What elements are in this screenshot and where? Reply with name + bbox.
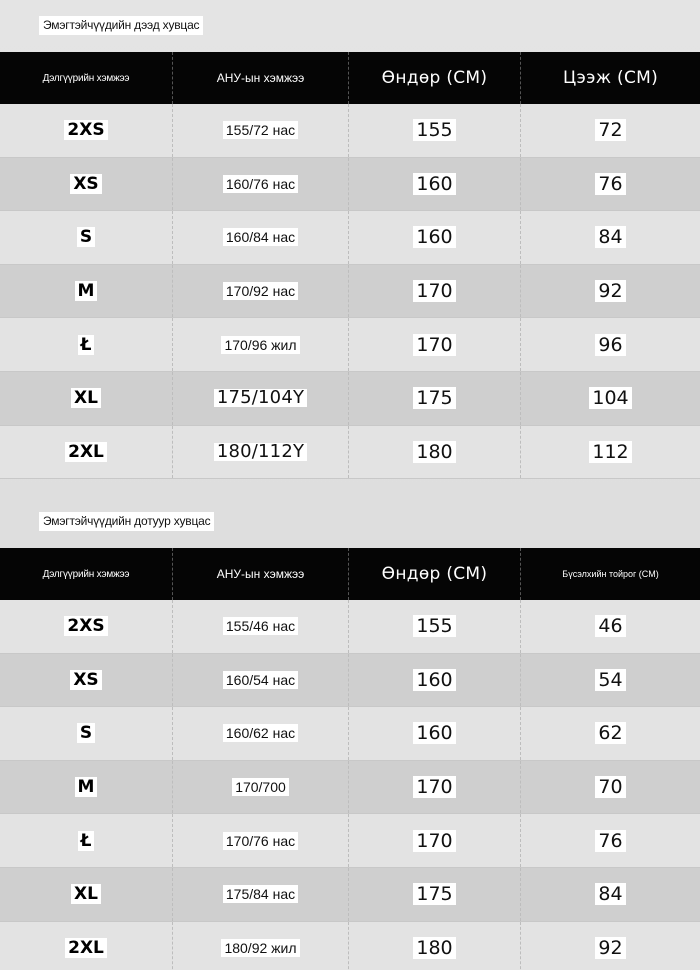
- table-row: [0, 654, 700, 708]
- us-size-value: 160/84 нас: [223, 228, 298, 246]
- measure-cell: [520, 814, 700, 867]
- us-size-value: 170/96 жил: [221, 336, 299, 354]
- measure-cell: [520, 654, 700, 707]
- measure-cell: [520, 600, 700, 653]
- table-row: [0, 318, 700, 372]
- us-size-value: 160/62 нас: [223, 724, 298, 742]
- us-size-cell: [172, 761, 348, 814]
- store-size-value: XL: [71, 388, 101, 408]
- measure-value: 92: [595, 937, 625, 959]
- height-cell: [348, 211, 520, 264]
- store-size-value: XS: [70, 174, 101, 194]
- table-row: [0, 868, 700, 922]
- store-size-cell: [0, 707, 172, 760]
- tops-header-row: [0, 52, 700, 104]
- measure-value: 70: [595, 776, 625, 798]
- header-us-size: АНУ-ын хэмжээ: [172, 548, 348, 600]
- underwear-table-body: [0, 600, 700, 970]
- height-value: 160: [413, 173, 455, 195]
- height-cell: [348, 814, 520, 867]
- measure-cell: [520, 158, 700, 211]
- us-size-cell: [172, 814, 348, 867]
- store-size-value: Ł: [78, 335, 95, 355]
- table-row: [0, 104, 700, 158]
- store-size-cell: [0, 868, 172, 921]
- tops-caption: Эмэгтэйчүүдийн дээд хувцас: [39, 16, 203, 35]
- store-size-value: S: [77, 227, 95, 247]
- us-size-value: 170/76 нас: [223, 832, 298, 850]
- measure-value: 96: [595, 334, 625, 356]
- measure-cell: [520, 265, 700, 318]
- store-size-cell: [0, 211, 172, 264]
- store-size-value: 2XL: [65, 938, 107, 958]
- store-size-cell: [0, 761, 172, 814]
- store-size-cell: [0, 426, 172, 479]
- store-size-value: 2XS: [64, 616, 107, 636]
- tops-size-section: [0, 0, 700, 479]
- us-size-cell: [172, 654, 348, 707]
- us-size-value: 160/76 нас: [223, 175, 298, 193]
- us-size-value: 155/46 нас: [223, 617, 298, 635]
- height-cell: [348, 654, 520, 707]
- us-size-cell: [172, 600, 348, 653]
- store-size-value: M: [75, 281, 98, 301]
- measure-value: 92: [595, 280, 625, 302]
- measure-cell: [520, 372, 700, 425]
- tops-caption-band: [0, 0, 700, 52]
- measure-value: 84: [595, 883, 625, 905]
- us-size-cell: [172, 868, 348, 921]
- us-size-cell: [172, 158, 348, 211]
- height-value: 160: [413, 226, 455, 248]
- underwear-caption-band: [0, 496, 700, 548]
- store-size-cell: [0, 814, 172, 867]
- store-size-cell: [0, 104, 172, 157]
- height-cell: [348, 426, 520, 479]
- underwear-size-section: [0, 496, 700, 970]
- height-value: 160: [413, 722, 455, 744]
- measure-value: 76: [595, 173, 625, 195]
- measure-value: 112: [589, 441, 631, 463]
- height-value: 155: [413, 119, 455, 141]
- height-cell: [348, 372, 520, 425]
- us-size-value: 180/92 жил: [221, 939, 299, 957]
- header-height: Өндөр (СМ): [348, 548, 520, 600]
- header-height: Өндөр (СМ): [348, 52, 520, 104]
- store-size-value: 2XS: [64, 120, 107, 140]
- table-row: [0, 426, 700, 480]
- measure-cell: [520, 707, 700, 760]
- store-size-cell: [0, 600, 172, 653]
- us-size-cell: [172, 211, 348, 264]
- height-value: 180: [413, 937, 455, 959]
- height-value: 170: [413, 776, 455, 798]
- us-size-cell: [172, 318, 348, 371]
- header-chest: Цээж (СМ): [520, 52, 700, 104]
- height-cell: [348, 922, 520, 970]
- table-row: [0, 372, 700, 426]
- tops-table-body: [0, 104, 700, 479]
- height-value: 170: [413, 830, 455, 852]
- store-size-cell: [0, 922, 172, 970]
- height-value: 170: [413, 280, 455, 302]
- height-cell: [348, 158, 520, 211]
- measure-cell: [520, 868, 700, 921]
- us-size-value: 155/72 нас: [223, 121, 298, 139]
- measure-value: 62: [595, 722, 625, 744]
- height-cell: [348, 761, 520, 814]
- height-cell: [348, 318, 520, 371]
- us-size-value: 170/700: [232, 778, 289, 796]
- store-size-value: 2XL: [65, 442, 107, 462]
- height-cell: [348, 265, 520, 318]
- measure-cell: [520, 761, 700, 814]
- us-size-cell: [172, 922, 348, 970]
- table-row: [0, 707, 700, 761]
- us-size-cell: [172, 265, 348, 318]
- us-size-cell: [172, 104, 348, 157]
- us-size-cell: [172, 372, 348, 425]
- table-row: [0, 600, 700, 654]
- header-waist: Бүсэлхийн тойрог (СМ): [520, 548, 700, 600]
- height-cell: [348, 104, 520, 157]
- measure-value: 76: [595, 830, 625, 852]
- measure-cell: [520, 318, 700, 371]
- height-cell: [348, 707, 520, 760]
- underwear-header-row: [0, 548, 700, 600]
- us-size-value: 160/54 нас: [223, 671, 298, 689]
- measure-value: 84: [595, 226, 625, 248]
- table-row: [0, 814, 700, 868]
- underwear-caption: Эмэгтэйчүүдийн дотуур хувцас: [39, 512, 214, 531]
- store-size-value: XS: [70, 670, 101, 690]
- measure-value: 54: [595, 669, 625, 691]
- table-row: [0, 922, 700, 970]
- store-size-value: M: [75, 777, 98, 797]
- table-row: [0, 265, 700, 319]
- measure-cell: [520, 211, 700, 264]
- header-store-size: Дэлгүүрийн хэмжээ: [42, 568, 130, 580]
- store-size-value: S: [77, 723, 95, 743]
- height-value: 160: [413, 669, 455, 691]
- table-row: [0, 211, 700, 265]
- measure-value: 104: [589, 387, 631, 409]
- height-value: 175: [413, 883, 455, 905]
- store-size-value: Ł: [78, 831, 95, 851]
- height-cell: [348, 600, 520, 653]
- store-size-cell: [0, 654, 172, 707]
- store-size-value: XL: [71, 884, 101, 904]
- us-size-value: 175/84 нас: [223, 885, 298, 903]
- height-value: 155: [413, 615, 455, 637]
- store-size-cell: [0, 318, 172, 371]
- table-row: [0, 158, 700, 212]
- measure-value: 72: [595, 119, 625, 141]
- store-size-cell: [0, 265, 172, 318]
- measure-cell: [520, 426, 700, 479]
- us-size-value: 170/92 нас: [223, 282, 298, 300]
- measure-cell: [520, 922, 700, 970]
- height-cell: [348, 868, 520, 921]
- us-size-cell: [172, 426, 348, 479]
- header-us-size: АНУ-ын хэмжээ: [172, 52, 348, 104]
- us-size-cell: [172, 707, 348, 760]
- store-size-cell: [0, 372, 172, 425]
- header-store-size: Дэлгүүрийн хэмжээ: [42, 72, 130, 84]
- us-size-value: 175/104Y: [214, 389, 307, 407]
- height-value: 180: [413, 441, 455, 463]
- store-size-cell: [0, 158, 172, 211]
- table-row: [0, 761, 700, 815]
- measure-cell: [520, 104, 700, 157]
- measure-value: 46: [595, 615, 625, 637]
- us-size-value: 180/112Y: [214, 443, 307, 461]
- height-value: 175: [413, 387, 455, 409]
- height-value: 170: [413, 334, 455, 356]
